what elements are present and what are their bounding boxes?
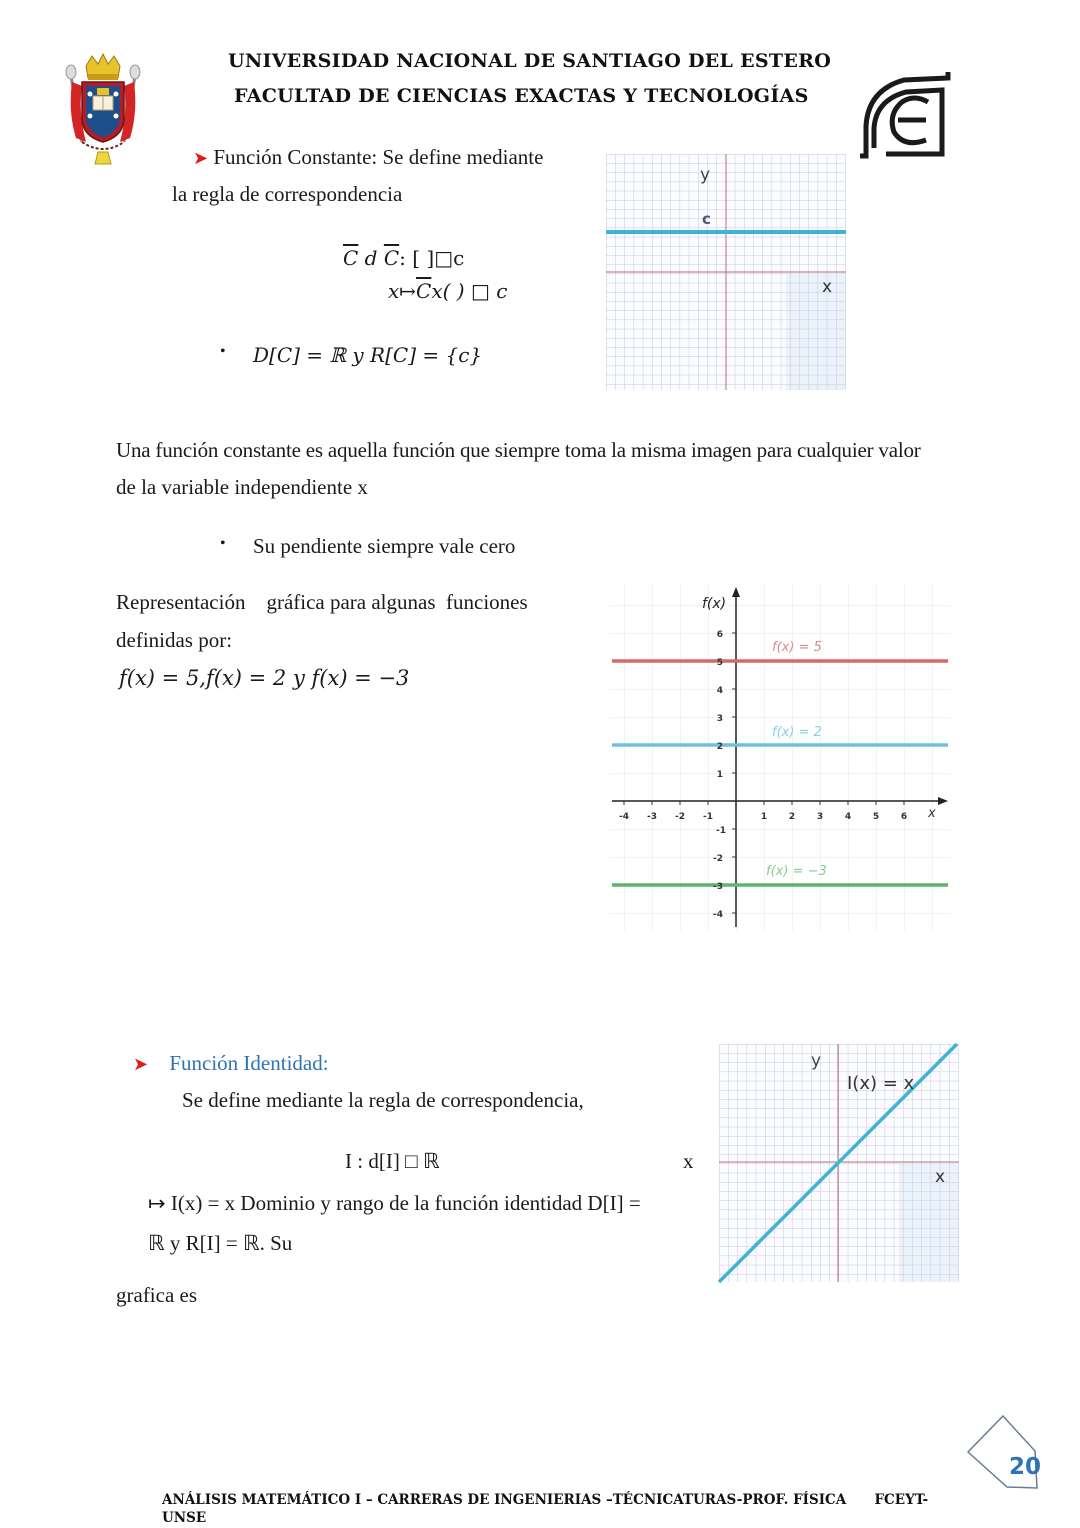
rule2-c: $\overline{C}$	[416, 279, 432, 303]
red-arrow-bullet-icon: ➤	[193, 148, 209, 168]
x-tick: 4	[844, 812, 852, 822]
identity-heading-text: Función Identidad:	[169, 1051, 329, 1075]
rule-symbol-c2: $\overline{C}$	[383, 246, 400, 270]
y-tick: 5	[716, 658, 723, 668]
graph-intro-line2: definidas por:	[116, 628, 233, 652]
y-tick: -2	[713, 854, 723, 864]
constant-heading-line1: Función Constante: Se define mediante	[213, 145, 544, 169]
x-tick: 2	[788, 812, 796, 822]
identity-line1: Se define mediante la regla de correspondencia,	[182, 1088, 584, 1112]
graph-intro-line1: Representación gráfica para algunas funciones	[116, 590, 528, 614]
red-arrow-bullet-icon: ➤	[133, 1054, 149, 1074]
label-f2: f(x) = 2	[772, 725, 822, 740]
identity-graph	[719, 1044, 959, 1282]
constant-rule-line1	[343, 246, 464, 270]
y-tick: 4	[716, 686, 723, 696]
label-fm3: f(x) = −3	[766, 864, 827, 879]
constant-generic-graph	[606, 154, 846, 390]
constant-domain-range: D[C] = ℝ y R[C] = {c}	[253, 343, 483, 367]
page-number-badge	[965, 1414, 1040, 1490]
domain-range-bullet	[220, 343, 226, 361]
y-tick: -1	[716, 826, 726, 836]
constant-heading-line2: la regla de correspondencia	[172, 182, 403, 206]
constant-examples-graph	[610, 585, 950, 930]
examples-graph-svg	[610, 585, 950, 930]
university-name: UNIVERSIDAD NACIONAL DE SANTIAGO DEL ESTERO	[228, 50, 832, 72]
bullet-dot: •	[220, 343, 226, 360]
fce-logo	[856, 68, 956, 162]
y-tick: 6	[716, 630, 723, 640]
mapsto-symbol: ↦	[399, 279, 417, 303]
constant-paragraph-line1: Una función constante es aquella función que siempre toma la misma imagen para cualquier valor	[116, 438, 921, 462]
y-axis-label: y	[700, 165, 711, 185]
identity-line4: grafica es	[116, 1283, 198, 1307]
rule-symbol-d: d	[364, 246, 378, 270]
y-tick: 1	[716, 770, 723, 780]
university-crest	[62, 52, 144, 168]
identity-heading	[133, 1051, 329, 1076]
fx-axis-label: f(x)	[702, 596, 727, 612]
identity-rule: I : d[I] □ ℝ	[345, 1149, 440, 1173]
slope-bullet-dot: •	[220, 535, 226, 552]
y-tick: 2	[716, 742, 723, 752]
constant-rule-line2	[388, 279, 507, 303]
graph-intro-formula: f(x) = 5,f(x) = 2 y f(x) = −3	[119, 666, 410, 690]
x-tick: -2	[675, 812, 685, 822]
rule2-rest: x( ) □ c	[431, 279, 508, 303]
fce-logo-icon	[856, 68, 956, 162]
y-tick: -3	[713, 882, 723, 892]
x-axis-label: x	[935, 1167, 946, 1187]
footer-line2: UNSE	[162, 1510, 207, 1526]
x-tick: 1	[760, 812, 768, 822]
rule-rest: : [ ]□c	[399, 246, 465, 270]
x-tick: 3	[816, 812, 824, 822]
y-axis-label: y	[811, 1051, 822, 1071]
y-tick: -4	[713, 910, 723, 920]
c-label: c	[702, 210, 711, 228]
x-tick: 5	[872, 812, 880, 822]
label-f5: f(x) = 5	[772, 640, 822, 655]
identity-rule-x: x	[683, 1149, 694, 1173]
constant-paragraph-line2: de la variable independiente x	[116, 475, 368, 499]
x-tick: -3	[647, 812, 657, 822]
faculty-name: FACULTAD DE CIENCIAS EXACTAS Y TECNOLOGÍAS	[234, 85, 809, 107]
identity-line3: ℝ y R[I] = ℝ. Su	[148, 1231, 293, 1255]
constant-graph-svg	[606, 154, 846, 390]
y-tick: 3	[716, 714, 723, 724]
university-crest-icon	[62, 52, 144, 168]
x-axis-label: x	[928, 806, 936, 821]
x-axis-label: x	[822, 277, 833, 297]
identity-graph-svg	[719, 1044, 959, 1282]
page-number: 20	[1009, 1454, 1042, 1480]
footer-line1: ANÁLISIS MATEMÁTICO I – CARRERAS DE INGENIERIAS –TÉCNICATURAS-PROF. FÍSICA FCEYT-	[162, 1492, 929, 1508]
rule-symbol-c: $\overline{C}$	[343, 246, 359, 270]
x-tick: -4	[619, 812, 629, 822]
constant-heading	[193, 145, 543, 170]
x-tick: 6	[900, 812, 908, 822]
slope-bullet-text: Su pendiente siempre vale cero	[253, 534, 516, 558]
identity-fn-label: I(x) = x	[847, 1073, 915, 1094]
identity-line2: ↦ I(x) = x Dominio y rango de la función identidad D[I] =	[148, 1191, 641, 1215]
rule2-x: x	[388, 279, 400, 303]
x-tick: -1	[703, 812, 713, 822]
